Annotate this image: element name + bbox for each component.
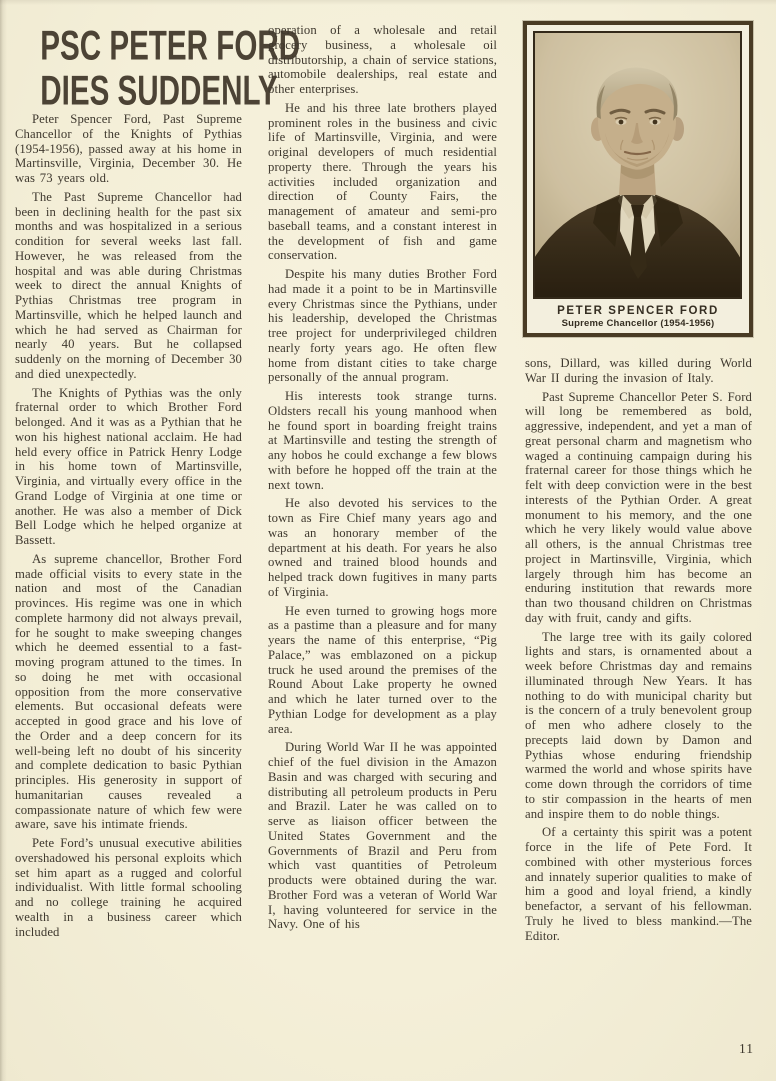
paragraph: Past Supreme Chancellor Peter S. Ford will long be remembered as bold, aggressive, independent, and yet a man of great personal charm and magnetism who waged a continuing campaign during his fraternal career for those things which he felt with deep conviction were in the best interests of the Pythian Order. A great monument to his memory, and the one which he very likely would value above all others, is the annual Christmas tree project in Martinsville, Virginia, which largely through him has become an enduring institution that rewards more than two thousand children on Christmas day with fruit, candy and gifts. (525, 389, 752, 625)
paragraph: Despite his many duties Brother Ford had made it a point to be in Martinsville every Christmas since the Pythians, under his leadership, developed the Christmas tree project for underprivileged children nearly forty years ago. He often flew home from distant cities to take charge personally of the annual program. (268, 267, 497, 385)
photo-frame (523, 21, 753, 337)
paragraph: Of a certainty this spirit was a potent force in the life of Pete Ford. It combined with other mysterious forces and innately superior qualities to make of him a good and loyal friend, a kindly benefactor, a servant of his fellowman. Truly he lived to bless mankind.—The Editor. (525, 825, 752, 943)
headline-line-1: PSC PETER FORD (40, 23, 301, 69)
paragraph: During World War II he was appointed chief of the fuel division in the Amazon Basin and was charged with securing and distributing all petroleum products in Peru and Brazil. Later he was called on to serve as liaison officer between the United States Government and the Governments of Brazil and Peru from which vast quantities of Petroleum products were obtained during the war. Brother Ford was a veteran of World War I, having volunteered for service in the Navy. One of his (268, 740, 497, 932)
article-headline (8, 23, 301, 114)
paragraph: The Past Supreme Chancellor had been in declining health for the past six months and was hospitalized in a serious condition for several weeks last fall. However, he was released from the hospital and was able during Christmas week to direct the annual Knights of Pythias Christmas tree program in Martinsville, which he helped launch and which he had served as Chairman for nearly 40 years. But he collapsed suddenly on the morning of December 30 and died unexpectedly. (15, 189, 242, 381)
paragraph: sons, Dillard, was killed during World War II during the invasion of Italy. (525, 356, 752, 385)
paragraph: He also devoted his services to the town as Fire Chief many years ago and was an honorary member of the department at his death. For years he also owned and trained blood hounds and helped track down fugitives in many parts of Virginia. (268, 496, 497, 599)
text-column-right (525, 356, 752, 943)
photo-caption-name: PETER SPENCER FORD (557, 305, 719, 317)
paragraph: Peter Spencer Ford, Past Supreme Chancellor of the Knights of Pythias (1954-1956), passed away at his home in Martinsville, Virginia, December 30. He was 73 years old. (15, 112, 242, 185)
paragraph: He and his three late brothers played prominent roles in the business and civic life of Martinsville, Virginia, and were original developers of much residential property there. Through the years his activities included organization and direction of County Fairs, the management of amateur and semi-pro baseball teams, and a constant interest in the development of fish and game conservation. (268, 100, 497, 263)
portrait-photo-illustration (535, 33, 740, 297)
photo-caption-role: Supreme Chancellor (1954-1956) (561, 318, 715, 329)
paragraph: The large tree with its gaily colored lights and stars, is ornamented about a week before Christmas day and remains illuminated through New Years. It has nothing to do with municipal charity but is the concern of a truly benevolent group of men who adhere closely to the precepts laid down by Damon and Pythias whose enduring friendship warmed the world and whose spirits have come down through the corridors of time to stir compassion in the hearts of men and inspire them to do noble things. (525, 629, 752, 821)
text-column-middle (268, 23, 497, 932)
text-column-left (15, 112, 242, 939)
portrait-photo (533, 31, 742, 299)
paragraph: He even turned to growing hogs more as a pastime than a pleasure and for many years the name of this enterprise, “Pig Palace,” was emblazoned on a pickup truck he used around the premises of the Round About Lake property he owned and which he later turned over to the Pythian Lodge for development as a play area. (268, 603, 497, 736)
page-number: 11 (739, 1041, 754, 1056)
paragraph: As supreme chancellor, Brother Ford made official visits to every state in the nation and most of the Canadian provinces. His regime was one in which complete harmony did not always prevail, for he sought to make sweeping changes which he deemed essential to a fast-moving program attuned to the times. In so doing he met with occasional opposition from the more conservative elements. But occasional defeats were accepted in good grace and his love of the Order and a deep concern for its well-being left no doubt of his sincerity and complete dedication to basic Pythian principles. His generosity in support of humanitarian causes revealed a compassionate nature of which few were aware, save his intimate friends. (15, 551, 242, 832)
paragraph: operation of a wholesale and retail grocery business, a wholesale oil distributorship, a chain of service stations, automobile dealerships, real estate and other enterprises. (268, 23, 497, 96)
paragraph: Pete Ford’s unusual executive abilities overshadowed his personal exploits which set him apart as a rugged and colorful individualist. With little formal schooling and no college training he acquired wealth in a business career which included (15, 836, 242, 939)
photo-caption (527, 305, 749, 329)
paragraph: His interests took strange turns. Oldsters recall his young manhood when he found sport in boarding freight trains at Martinsville and testing the strength of any hobos he could exchange a few blows with before he hopped off the train at the next town. (268, 389, 497, 492)
paragraph: The Knights of Pythias was the only fraternal order to which Brother Ford belonged. And it was as a Pythian that he won his highest national acclaim. He had held every office in Patrick Henry Lodge in his home town of Martinsville, Virginia, and virtually every office in the Grand Lodge of Virginia at one time or another. He was also a member of Dick Bell Lodge which he helped organize at Bassett. (15, 385, 242, 547)
headline-line-2: DIES SUDDENLY (40, 68, 278, 114)
